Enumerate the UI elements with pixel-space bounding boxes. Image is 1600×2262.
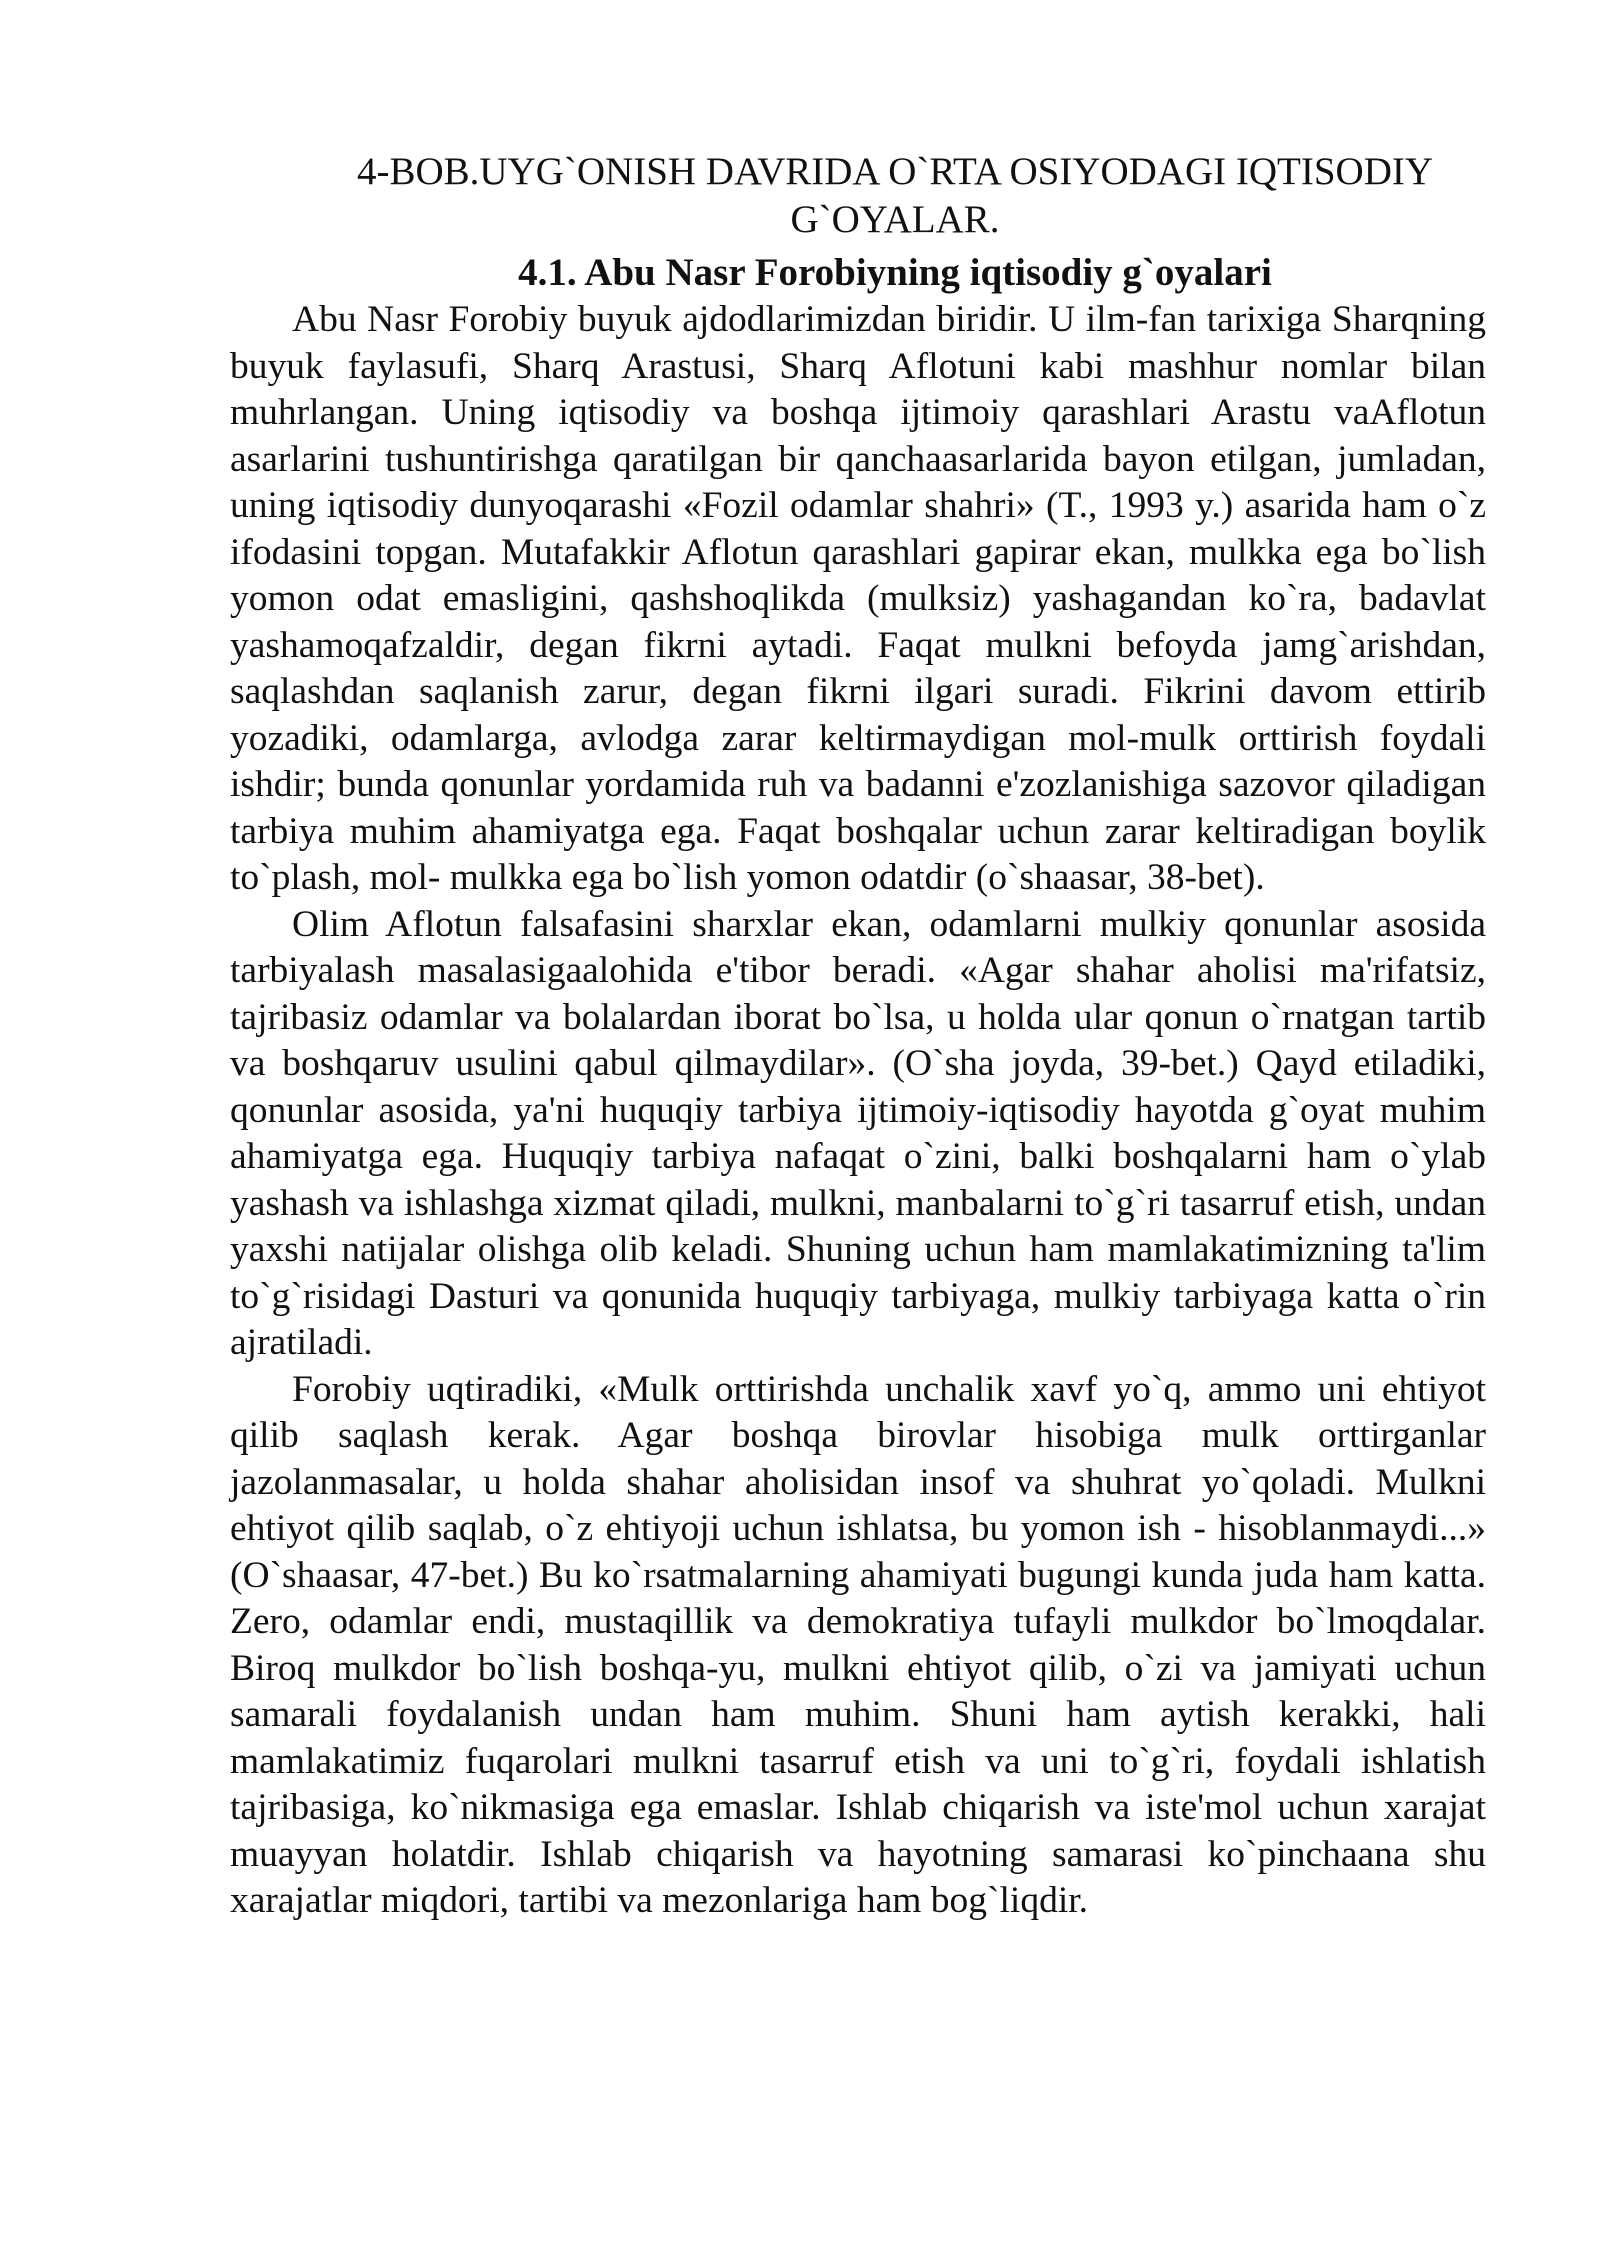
paragraph-1: Abu Nasr Forobiy buyuk ajdodlarimizdan biridir. U ilm-fan tarixiga Sharqning buyuk faylasufi, Sharq Arastusi, Sharq Aflotuni kabi mashhur nomlar bilan muhrlangan. Uning iqtisodiy va boshqa ijtimoiy qarashlari Arastu vaAflotun asarlarini tushuntirishga qaratilgan bir qanchaasarlarida bayon etilgan, jumladan, uning iqtisodiy dunyoqarashi «Fozil odamlar shahri» (T., 1993 y.) asarida ham o`z ifodasini topgan. Mutafakkir Aflotun qarashlari gapirar ekan, mulkka ega bo`lish yomon odat emasligini, qashshoqlikda (mulksiz) yashagandan ko`ra, badavlat yashamoqafzaldir, degan fikrni aytadi. Faqat mulkni befoyda jamg`arishdan, saqlashdan saqlanish zarur, degan fikrni ilgari suradi. Fikrini davom ettirib yozadiki, odamlarga, avlodga zarar keltirmaydigan mol-mulk orttirish foydali ishdir; bunda qonunlar yordamida ruh va badanni e'zozlanishiga sazovor qiladigan tarbiya muhim ahamiyatga ega. Faqat boshqalar uchun zarar keltiradigan boylik to`plash, mol- mulkka ega bo`lish yomon odatdir (o`shaasar, 38-bet).: [230, 299, 1486, 898]
paragraph-2: Olim Aflotun falsafasini sharxlar ekan, odamlarni mulkiy qonunlar asosida tarbiyalash masalasigaalohida e'tibor beradi. «Agar shahar aholisi ma'rifatsiz, tajribasiz odamlar va bolalardan iborat bo`lsa, u holda ular qonun o`rnatgan tartib va boshqaruv usulini qabul qilmaydilar». (O`sha joyda, 39-bet.) Qayd etiladiki, qonunlar asosida, ya'ni huquqiy tarbiya ijtimoiy-iqtisodiy hayotda g`oyat muhim ahamiyatga ega. Huquqiy tarbiya nafaqat o`zini, balki boshqalarni ham o`ylab yashash va ishlashga xizmat qiladi, mulkni, manbalarni to`g`ri tasarruf etish, undan yaxshi natijalar olishga olib keladi. Shuning uchun ham mamlakatimizning ta'lim to`g`risidagi Dasturi va qonunida huquqiy tarbiyaga, mulkiy tarbiyaga katta o`rin ajratiladi.: [230, 903, 1486, 1363]
chapter-title: [230, 148, 1486, 244]
document-page: [230, 148, 1486, 1925]
section-title: 4.1. Abu Nasr Forobiyning iqtisodiy g`oyalari: [518, 251, 1272, 294]
chapter-title-line-2: G`OYALAR.: [790, 198, 1000, 241]
chapter-title-line-1: 4-BOB.UYG`ONISH DAVRIDA O`RTA OSIYODAGI IQTISODIY: [356, 150, 1434, 193]
paragraph-3: Forobiy uqtiradiki, «Mulk orttirishda unchalik xavf yo`q, ammo uni ehtiyot qilib saqlash kerak. Agar boshqa birovlar hisobiga mulk orttirganlar jazolanmasalar, u holda shahar aholisidan insof va shuhrat yo`qoladi. Mulkni ehtiyot qilib saqlab, o`z ehtiyoji uchun ishlatsa, bu yomon ish - hisoblanmaydi...» (O`shaasar, 47-bet.) Bu ko`rsatmalarning ahamiyati bugungi kunda juda ham katta. Zero, odamlar endi, mustaqillik va demokratiya tufayli mulkdor bo`lmoqdalar. Biroq mulkdor bo`lish boshqa-yu, mulkni ehtiyot qilib, o`zi va jamiyati uchun samarali foydalanish undan ham muhim. Shuni ham aytish kerakki, hali mamlakatimiz fuqarolari mulkni tasarruf etish va uni to`g`ri, foydali ishlatish tajribasiga, ko`nikmasiga ega emaslar. Ishlab chiqarish va iste'mol uchun xarajat muayyan holatdir. Ishlab chiqarish va hayotning samarasi ko`pinchaana shu xarajatlar miqdori, tartibi va mezonlariga ham bog`liqdir.: [230, 1368, 1486, 1921]
body-text: [230, 297, 1486, 1925]
